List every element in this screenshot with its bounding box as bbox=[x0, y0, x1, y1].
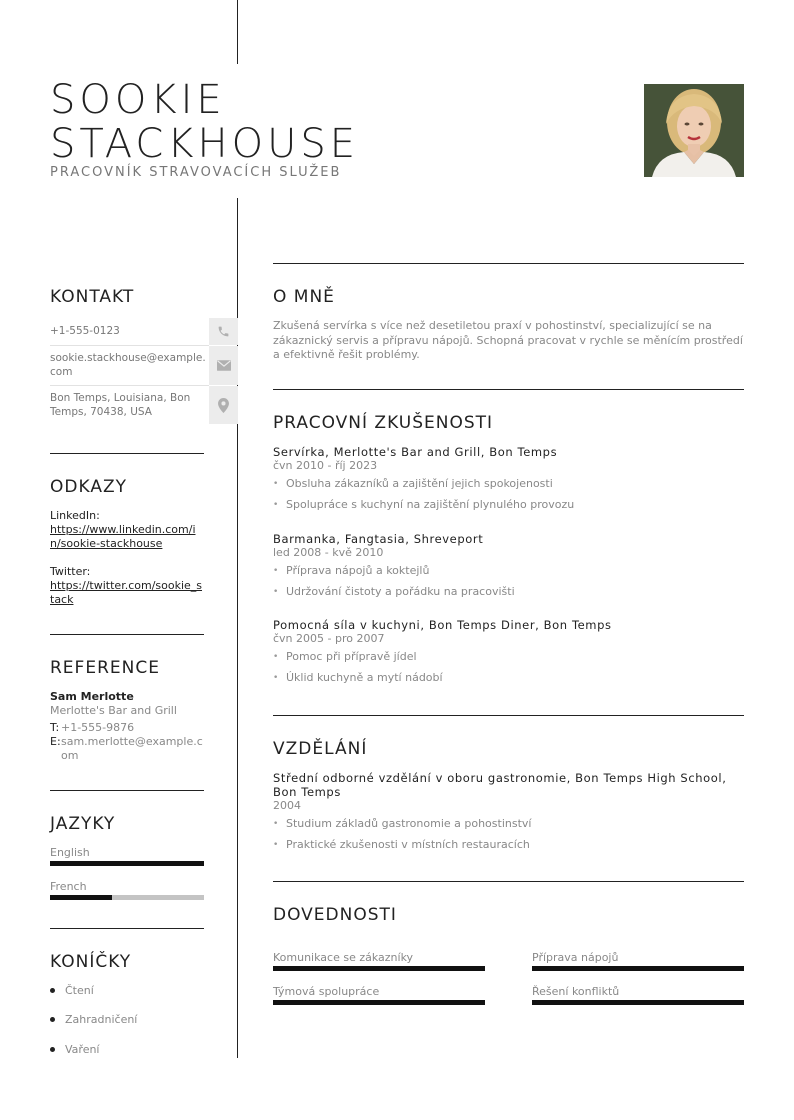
bullet-icon bbox=[50, 988, 55, 993]
education-title: Střední odborné vzdělání v oboru gastronomie, Bon Temps High School, Bon Temps bbox=[273, 771, 727, 799]
skill-item bbox=[273, 951, 485, 971]
job-dates: led 2008 - kvě 2010 bbox=[273, 546, 384, 559]
section-divider bbox=[50, 634, 204, 635]
skill-level-fill bbox=[532, 1000, 744, 1005]
reference-phone: +1-555-9876 bbox=[61, 721, 135, 734]
skill-level-fill bbox=[273, 966, 485, 971]
bullet-icon bbox=[50, 1017, 55, 1022]
hobby-label: Zahradničení bbox=[65, 1013, 138, 1026]
skill-bar bbox=[273, 1000, 485, 1005]
job-title: Barmanka, Fangtasia, Shreveport bbox=[273, 532, 484, 546]
name-line-first: SOOKIE bbox=[50, 77, 226, 123]
profile-photo bbox=[644, 84, 744, 177]
job-bullet: • Úklid kuchyně a mytí nádobí bbox=[273, 671, 744, 685]
languages-heading: JAZYKY bbox=[50, 814, 116, 834]
candidate-name bbox=[50, 78, 359, 166]
phone-icon bbox=[209, 318, 238, 345]
envelope-icon bbox=[209, 346, 238, 385]
section-divider bbox=[273, 715, 744, 716]
job-bullet: • Pomoc při přípravě jídel bbox=[273, 650, 744, 664]
contact-email: sookie.stackhouse@example.com bbox=[50, 352, 206, 378]
section-divider bbox=[50, 790, 204, 791]
job-bullets bbox=[273, 477, 744, 512]
job-bullet: • Udržování čistoty a pořádku na pracovišti bbox=[273, 585, 744, 599]
skill-level-fill bbox=[273, 1000, 485, 1005]
name-line-last: STACKHOUSE bbox=[50, 121, 360, 167]
vertical-divider-top bbox=[237, 0, 238, 64]
reference-email-line bbox=[50, 735, 206, 763]
job-entry bbox=[273, 445, 744, 519]
language-level-fill bbox=[50, 861, 204, 866]
hobby-label: Vaření bbox=[65, 1043, 100, 1056]
experience-heading: PRACOVNÍ ZKUŠENOSTI bbox=[273, 413, 494, 433]
section-divider bbox=[50, 453, 204, 454]
job-title: Pomocná síla v kuchyni, Bon Temps Diner, Bon Temps bbox=[273, 618, 612, 632]
education-bullets bbox=[273, 817, 744, 852]
skill-bar bbox=[273, 966, 485, 971]
language-french-label: French bbox=[50, 880, 87, 893]
job-title: Servírka, Merlotte's Bar and Grill, Bon Temps bbox=[273, 445, 558, 459]
contact-address-row bbox=[50, 386, 238, 424]
skill-label: Týmová spolupráce bbox=[273, 985, 380, 998]
reference-email-label: E: bbox=[50, 735, 61, 748]
hobbies-heading: KONÍČKY bbox=[50, 952, 132, 972]
about-heading: O MNĚ bbox=[273, 287, 335, 307]
skill-label: Řešení konfliktů bbox=[532, 985, 620, 998]
language-french-bar bbox=[50, 895, 204, 900]
reference-phone-line bbox=[50, 721, 206, 735]
contact-phone: +1-555-0123 bbox=[50, 325, 120, 337]
job-bullets bbox=[273, 564, 744, 599]
link-twitter bbox=[50, 565, 206, 607]
job-bullet: • Spolupráce s kuchyní na zajištění plynulého provozu bbox=[273, 498, 744, 512]
job-bullets bbox=[273, 650, 744, 685]
skills-heading: DOVEDNOSTI bbox=[273, 905, 397, 925]
link-label: LinkedIn: bbox=[50, 509, 100, 522]
job-bullet: • Příprava nápojů a koktejlů bbox=[273, 564, 744, 578]
link-linkedin bbox=[50, 509, 206, 551]
skill-item bbox=[532, 951, 744, 971]
language-english-label: English bbox=[50, 846, 90, 859]
section-divider bbox=[273, 389, 744, 390]
language-level-fill bbox=[50, 895, 112, 900]
hobby-item bbox=[50, 1013, 137, 1026]
reference-email: sam.merlotte@example.com bbox=[61, 735, 203, 762]
reference-company: Merlotte's Bar and Grill bbox=[50, 704, 177, 717]
job-title: PRACOVNÍK STRAVOVACÍCH SLUŽEB bbox=[50, 165, 342, 180]
job-dates: čvn 2005 - pro 2007 bbox=[273, 632, 385, 645]
education-bullet: • Studium základů gastronomie a pohostinství bbox=[273, 817, 744, 831]
job-dates: čvn 2010 - říj 2023 bbox=[273, 459, 378, 472]
about-text: Zkušená servírka s více než desetiletou praxí v pohostinství, specializující se na zákaznický servis a přípravu nápojů. Schopná pracovat v rychle se měnícím prostředí a efektivně řešit problémy. bbox=[273, 319, 743, 361]
location-pin-icon bbox=[209, 386, 238, 424]
education-entry bbox=[273, 771, 744, 859]
reference-heading: REFERENCE bbox=[50, 658, 160, 678]
language-english-bar bbox=[50, 861, 204, 866]
reference-block bbox=[50, 690, 206, 763]
hobby-item bbox=[50, 1043, 100, 1056]
education-bullet: • Praktické zkušenosti v místních restauracích bbox=[273, 838, 744, 852]
links-heading: ODKAZY bbox=[50, 477, 127, 497]
link-label: Twitter: bbox=[50, 565, 91, 578]
job-entry bbox=[273, 532, 744, 606]
section-divider bbox=[50, 928, 204, 929]
twitter-link[interactable]: https://twitter.com/sookie_stack bbox=[50, 579, 203, 606]
skill-level-fill bbox=[532, 966, 744, 971]
reference-phone-label: T: bbox=[50, 721, 60, 734]
skill-item bbox=[532, 985, 744, 1005]
linkedin-link[interactable]: https://www.linkedin.com/in/sookie-stackhouse bbox=[50, 523, 196, 550]
section-divider bbox=[273, 881, 744, 882]
bullet-icon bbox=[50, 1047, 55, 1052]
skill-bar bbox=[532, 966, 744, 971]
hobby-label: Čtení bbox=[65, 984, 94, 997]
hobby-item bbox=[50, 984, 94, 997]
education-heading: VZDĚLÁNÍ bbox=[273, 739, 368, 759]
job-entry bbox=[273, 618, 744, 692]
education-year: 2004 bbox=[273, 799, 301, 812]
contact-email-row bbox=[50, 346, 238, 385]
reference-name: Sam Merlotte bbox=[50, 690, 134, 703]
job-bullet: • Obsluha zákazníků a zajištění jejich spokojenosti bbox=[273, 477, 744, 491]
skill-item bbox=[273, 985, 485, 1005]
contact-heading: KONTAKT bbox=[50, 287, 135, 307]
section-divider bbox=[273, 263, 744, 264]
skill-label: Komunikace se zákazníky bbox=[273, 951, 414, 964]
skill-label: Příprava nápojů bbox=[532, 951, 619, 964]
skill-bar bbox=[532, 1000, 744, 1005]
contact-address: Bon Temps, Louisiana, Bon Temps, 70438, USA bbox=[50, 392, 191, 418]
contact-phone-row bbox=[50, 318, 238, 345]
